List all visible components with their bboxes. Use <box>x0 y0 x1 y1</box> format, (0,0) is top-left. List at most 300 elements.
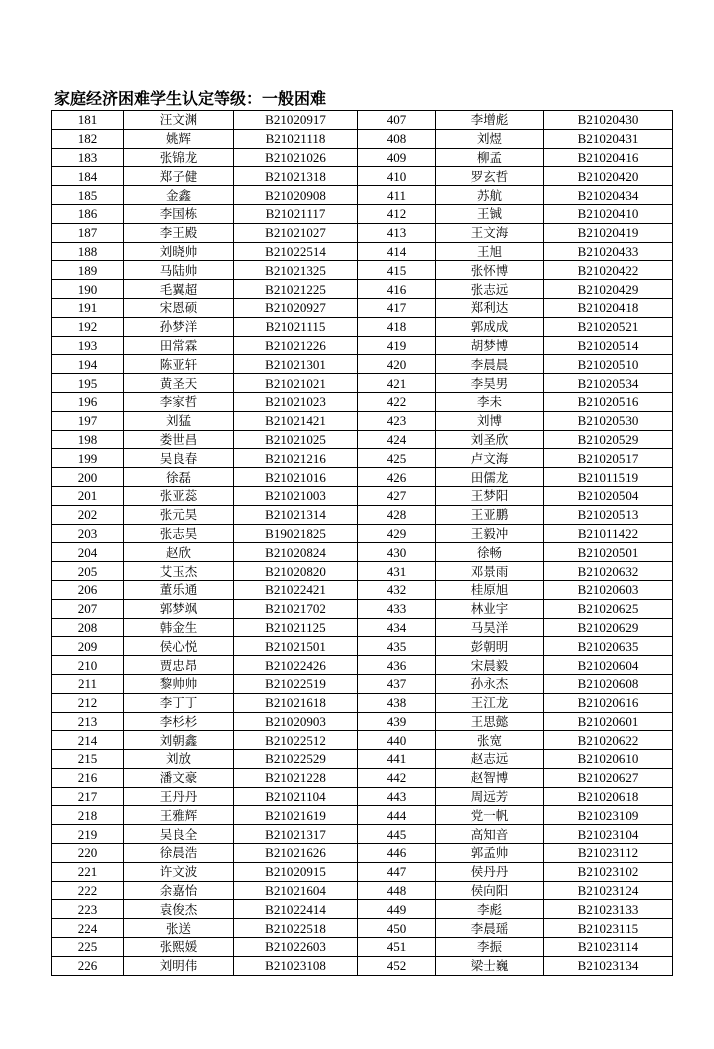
student-id-cell: B21020429 <box>544 280 673 299</box>
table-row <box>52 524 673 543</box>
student-name-cell: 张怀博 <box>436 261 544 280</box>
table-row <box>52 618 673 637</box>
row-number-cell: 210 <box>52 656 124 675</box>
row-number-cell: 202 <box>52 505 124 524</box>
student-id-cell: B21021125 <box>234 618 358 637</box>
student-id-cell: B21021318 <box>234 167 358 186</box>
row-number-cell: 427 <box>358 486 436 505</box>
student-name-cell: 王思懿 <box>436 712 544 731</box>
row-number-cell: 206 <box>52 580 124 599</box>
table-row <box>52 900 673 919</box>
row-number-cell: 432 <box>358 580 436 599</box>
student-name-cell: 吴良春 <box>124 449 234 468</box>
student-name-cell: 宋晨毅 <box>436 656 544 675</box>
row-number-cell: 192 <box>52 317 124 336</box>
student-id-cell: B21020603 <box>544 580 673 599</box>
student-name-cell: 刘放 <box>124 750 234 769</box>
student-id-cell: B21023134 <box>544 956 673 975</box>
student-id-cell: B21020908 <box>234 186 358 205</box>
student-name-cell: 马陆帅 <box>124 261 234 280</box>
student-id-cell: B21022519 <box>234 674 358 693</box>
student-id-cell: B21021317 <box>234 825 358 844</box>
student-id-cell: B21021104 <box>234 787 358 806</box>
student-name-cell: 赵欣 <box>124 543 234 562</box>
table-row <box>52 637 673 656</box>
student-name-cell: 李晨晨 <box>436 355 544 374</box>
student-id-cell: B21020521 <box>544 317 673 336</box>
row-number-cell: 188 <box>52 242 124 261</box>
student-name-cell: 赵智博 <box>436 768 544 787</box>
row-number-cell: 450 <box>358 919 436 938</box>
table-row <box>52 186 673 205</box>
student-name-cell: 李晨瑶 <box>436 919 544 938</box>
table-row <box>52 693 673 712</box>
table-row <box>52 167 673 186</box>
student-id-cell: B21023115 <box>544 919 673 938</box>
table-row <box>52 768 673 787</box>
student-name-cell: 许文波 <box>124 862 234 881</box>
row-number-cell: 213 <box>52 712 124 731</box>
table-row <box>52 449 673 468</box>
student-id-cell: B21020917 <box>234 111 358 130</box>
student-id-cell: B21020418 <box>544 298 673 317</box>
table-row <box>52 430 673 449</box>
student-id-cell: B21021023 <box>234 392 358 411</box>
row-number-cell: 217 <box>52 787 124 806</box>
table-row <box>52 656 673 675</box>
student-id-cell: B21020629 <box>544 618 673 637</box>
student-id-cell: B21020608 <box>544 674 673 693</box>
student-id-cell: B21021027 <box>234 223 358 242</box>
row-number-cell: 205 <box>52 562 124 581</box>
student-name-cell: 侯向阳 <box>436 881 544 900</box>
student-id-cell: B21021216 <box>234 449 358 468</box>
student-id-cell: B21020514 <box>544 336 673 355</box>
student-name-cell: 董乐通 <box>124 580 234 599</box>
student-id-cell: B21020915 <box>234 862 358 881</box>
row-number-cell: 437 <box>358 674 436 693</box>
student-name-cell: 刘晓帅 <box>124 242 234 261</box>
student-name-cell: 孙永杰 <box>436 674 544 693</box>
table-row <box>52 486 673 505</box>
row-number-cell: 421 <box>358 374 436 393</box>
page-title: 家庭经济困难学生认定等级：一般困难 <box>54 89 327 108</box>
student-id-cell: B21020513 <box>544 505 673 524</box>
student-id-cell: B21020534 <box>544 374 673 393</box>
student-id-cell: B19021825 <box>234 524 358 543</box>
student-name-cell: 艾玉杰 <box>124 562 234 581</box>
row-number-cell: 195 <box>52 374 124 393</box>
row-number-cell: 412 <box>358 204 436 223</box>
row-number-cell: 223 <box>52 900 124 919</box>
student-id-cell: B21021228 <box>234 768 358 787</box>
student-id-cell: B21021026 <box>234 148 358 167</box>
student-name-cell: 徐磊 <box>124 468 234 487</box>
student-id-cell: B21020510 <box>544 355 673 374</box>
row-number-cell: 440 <box>358 731 436 750</box>
student-name-cell: 张志远 <box>436 280 544 299</box>
student-name-cell: 刘博 <box>436 411 544 430</box>
student-name-cell: 王梦阳 <box>436 486 544 505</box>
table-row <box>52 317 673 336</box>
student-id-cell: B21022414 <box>234 900 358 919</box>
student-id-cell: B21023109 <box>544 806 673 825</box>
row-number-cell: 197 <box>52 411 124 430</box>
student-name-cell: 林业宇 <box>436 599 544 618</box>
student-id-cell: B21022518 <box>234 919 358 938</box>
student-id-cell: B21020422 <box>544 261 673 280</box>
row-number-cell: 430 <box>358 543 436 562</box>
student-name-cell: 李振 <box>436 938 544 957</box>
student-id-cell: B21020627 <box>544 768 673 787</box>
student-name-cell: 王丹丹 <box>124 787 234 806</box>
student-id-cell: B21020632 <box>544 562 673 581</box>
row-number-cell: 429 <box>358 524 436 543</box>
row-number-cell: 439 <box>358 712 436 731</box>
row-number-cell: 224 <box>52 919 124 938</box>
row-number-cell: 452 <box>358 956 436 975</box>
row-number-cell: 425 <box>358 449 436 468</box>
student-id-cell: B21022512 <box>234 731 358 750</box>
table-row <box>52 881 673 900</box>
table-row <box>52 223 673 242</box>
row-number-cell: 451 <box>358 938 436 957</box>
row-number-cell: 433 <box>358 599 436 618</box>
student-id-cell: B21022529 <box>234 750 358 769</box>
student-name-cell: 刘煜 <box>436 129 544 148</box>
student-id-cell: B21023114 <box>544 938 673 957</box>
student-name-cell: 金鑫 <box>124 186 234 205</box>
row-number-cell: 215 <box>52 750 124 769</box>
row-number-cell: 415 <box>358 261 436 280</box>
student-id-cell: B21021501 <box>234 637 358 656</box>
student-name-cell: 党一帆 <box>436 806 544 825</box>
student-name-cell: 吴良全 <box>124 825 234 844</box>
student-name-cell: 张元昊 <box>124 505 234 524</box>
table-row <box>52 562 673 581</box>
student-id-cell: B21023133 <box>544 900 673 919</box>
row-number-cell: 446 <box>358 844 436 863</box>
table-row <box>52 825 673 844</box>
row-number-cell: 221 <box>52 862 124 881</box>
student-id-cell: B21021325 <box>234 261 358 280</box>
table-row <box>52 731 673 750</box>
row-number-cell: 186 <box>52 204 124 223</box>
student-id-cell: B21021021 <box>234 374 358 393</box>
student-id-cell: B21021115 <box>234 317 358 336</box>
row-number-cell: 203 <box>52 524 124 543</box>
student-name-cell: 张熙媛 <box>124 938 234 957</box>
student-id-cell: B21021314 <box>234 505 358 524</box>
row-number-cell: 226 <box>52 956 124 975</box>
student-id-cell: B21021225 <box>234 280 358 299</box>
row-number-cell: 211 <box>52 674 124 693</box>
student-id-cell: B21020431 <box>544 129 673 148</box>
student-name-cell: 黎帅帅 <box>124 674 234 693</box>
student-name-cell: 陈亚轩 <box>124 355 234 374</box>
table-row <box>52 750 673 769</box>
row-number-cell: 194 <box>52 355 124 374</box>
row-number-cell: 208 <box>52 618 124 637</box>
student-id-cell: B21020618 <box>544 787 673 806</box>
student-id-cell: B21021604 <box>234 881 358 900</box>
student-id-cell: B21021618 <box>234 693 358 712</box>
student-name-cell: 李彪 <box>436 900 544 919</box>
row-number-cell: 220 <box>52 844 124 863</box>
row-number-cell: 218 <box>52 806 124 825</box>
student-name-cell: 赵志远 <box>436 750 544 769</box>
table-row <box>52 505 673 524</box>
student-name-cell: 李昊男 <box>436 374 544 393</box>
student-name-cell: 贾忠昂 <box>124 656 234 675</box>
student-name-cell: 高知音 <box>436 825 544 844</box>
student-name-cell: 罗玄哲 <box>436 167 544 186</box>
student-id-cell: B21020820 <box>234 562 358 581</box>
row-number-cell: 407 <box>358 111 436 130</box>
student-name-cell: 宋恩硕 <box>124 298 234 317</box>
student-id-cell: B21020529 <box>544 430 673 449</box>
student-name-cell: 张志昊 <box>124 524 234 543</box>
row-number-cell: 183 <box>52 148 124 167</box>
row-number-cell: 416 <box>358 280 436 299</box>
row-number-cell: 444 <box>358 806 436 825</box>
student-id-cell: B21020616 <box>544 693 673 712</box>
row-number-cell: 443 <box>358 787 436 806</box>
row-number-cell: 185 <box>52 186 124 205</box>
student-name-cell: 田儒龙 <box>436 468 544 487</box>
student-name-cell: 周远芳 <box>436 787 544 806</box>
row-number-cell: 199 <box>52 449 124 468</box>
student-id-cell: B21020625 <box>544 599 673 618</box>
student-name-cell: 黄圣天 <box>124 374 234 393</box>
student-id-cell: B21022426 <box>234 656 358 675</box>
row-number-cell: 411 <box>358 186 436 205</box>
student-name-cell: 张宽 <box>436 731 544 750</box>
student-name-cell: 张亚蕊 <box>124 486 234 505</box>
student-name-cell: 毛翼超 <box>124 280 234 299</box>
table-row <box>52 599 673 618</box>
row-number-cell: 424 <box>358 430 436 449</box>
student-id-cell: B21022421 <box>234 580 358 599</box>
row-number-cell: 198 <box>52 430 124 449</box>
row-number-cell: 187 <box>52 223 124 242</box>
row-number-cell: 410 <box>358 167 436 186</box>
student-name-cell: 王雅辉 <box>124 806 234 825</box>
row-number-cell: 413 <box>358 223 436 242</box>
student-name-cell: 韩金生 <box>124 618 234 637</box>
student-id-cell: B21022514 <box>234 242 358 261</box>
student-name-cell: 王文海 <box>436 223 544 242</box>
row-number-cell: 190 <box>52 280 124 299</box>
row-number-cell: 434 <box>358 618 436 637</box>
table-row <box>52 242 673 261</box>
student-id-cell: B21023112 <box>544 844 673 863</box>
table-row <box>52 411 673 430</box>
student-id-cell: B21011422 <box>544 524 673 543</box>
student-id-cell: B21020635 <box>544 637 673 656</box>
student-id-cell: B21021702 <box>234 599 358 618</box>
table-row <box>52 712 673 731</box>
student-id-cell: B21020824 <box>234 543 358 562</box>
row-number-cell: 447 <box>358 862 436 881</box>
row-number-cell: 438 <box>358 693 436 712</box>
table-row <box>52 956 673 975</box>
student-name-cell: 梁士巍 <box>436 956 544 975</box>
student-id-cell: B21020601 <box>544 712 673 731</box>
student-name-cell: 卢文海 <box>436 449 544 468</box>
student-name-cell: 苏航 <box>436 186 544 205</box>
student-name-cell: 刘朝鑫 <box>124 731 234 750</box>
student-name-cell: 王旭 <box>436 242 544 261</box>
row-number-cell: 216 <box>52 768 124 787</box>
student-id-cell: B21020504 <box>544 486 673 505</box>
table-row <box>52 280 673 299</box>
student-name-cell: 马昊洋 <box>436 618 544 637</box>
student-name-cell: 汪文渊 <box>124 111 234 130</box>
student-name-cell: 姚辉 <box>124 129 234 148</box>
table-row <box>52 204 673 223</box>
table-row <box>52 468 673 487</box>
student-name-cell: 刘圣欣 <box>436 430 544 449</box>
table-row <box>52 336 673 355</box>
student-name-cell: 李增彪 <box>436 111 544 130</box>
student-id-cell: B21020416 <box>544 148 673 167</box>
student-id-cell: B21022603 <box>234 938 358 957</box>
table-row <box>52 862 673 881</box>
table-row <box>52 938 673 957</box>
student-name-cell: 郑利达 <box>436 298 544 317</box>
student-name-cell: 郭孟帅 <box>436 844 544 863</box>
row-number-cell: 445 <box>358 825 436 844</box>
student-id-cell: B21021626 <box>234 844 358 863</box>
row-number-cell: 418 <box>358 317 436 336</box>
row-number-cell: 181 <box>52 111 124 130</box>
student-name-cell: 李国栋 <box>124 204 234 223</box>
student-id-cell: B21021619 <box>234 806 358 825</box>
student-name-cell: 余嘉怡 <box>124 881 234 900</box>
student-name-cell: 王毅冲 <box>436 524 544 543</box>
row-number-cell: 193 <box>52 336 124 355</box>
student-name-cell: 李未 <box>436 392 544 411</box>
student-id-cell: B21020433 <box>544 242 673 261</box>
student-name-cell: 刘猛 <box>124 411 234 430</box>
student-id-cell: B21023104 <box>544 825 673 844</box>
table-row <box>52 580 673 599</box>
table-row <box>52 355 673 374</box>
student-id-cell: B21023108 <box>234 956 358 975</box>
row-number-cell: 442 <box>358 768 436 787</box>
table-row <box>52 787 673 806</box>
row-number-cell: 426 <box>358 468 436 487</box>
student-id-cell: B21021117 <box>234 204 358 223</box>
student-name-cell: 张送 <box>124 919 234 938</box>
student-name-cell: 侯丹丹 <box>436 862 544 881</box>
student-name-cell: 王亚鹏 <box>436 505 544 524</box>
row-number-cell: 448 <box>358 881 436 900</box>
student-name-cell: 李王殿 <box>124 223 234 242</box>
row-number-cell: 189 <box>52 261 124 280</box>
student-id-cell: B21020517 <box>544 449 673 468</box>
student-name-cell: 桂原旭 <box>436 580 544 599</box>
row-number-cell: 207 <box>52 599 124 618</box>
row-number-cell: 436 <box>358 656 436 675</box>
student-name-cell: 刘明伟 <box>124 956 234 975</box>
student-name-cell: 徐畅 <box>436 543 544 562</box>
row-number-cell: 435 <box>358 637 436 656</box>
table-row <box>52 129 673 148</box>
student-id-cell: B21020419 <box>544 223 673 242</box>
row-number-cell: 428 <box>358 505 436 524</box>
student-id-cell: B21020430 <box>544 111 673 130</box>
table-row <box>52 298 673 317</box>
student-id-cell: B21020610 <box>544 750 673 769</box>
row-number-cell: 204 <box>52 543 124 562</box>
table-row <box>52 543 673 562</box>
table-row <box>52 919 673 938</box>
student-name-cell: 王江龙 <box>436 693 544 712</box>
student-id-cell: B21023102 <box>544 862 673 881</box>
table-row <box>52 261 673 280</box>
student-name-cell: 袁俊杰 <box>124 900 234 919</box>
student-name-cell: 王铖 <box>436 204 544 223</box>
table-row <box>52 844 673 863</box>
student-id-cell: B21021226 <box>234 336 358 355</box>
student-id-cell: B21020420 <box>544 167 673 186</box>
student-id-cell: B21021025 <box>234 430 358 449</box>
student-name-cell: 张锦龙 <box>124 148 234 167</box>
student-id-cell: B21021003 <box>234 486 358 505</box>
student-name-cell: 田常霖 <box>124 336 234 355</box>
student-id-cell: B21020927 <box>234 298 358 317</box>
row-number-cell: 222 <box>52 881 124 900</box>
student-id-cell: B21011519 <box>544 468 673 487</box>
row-number-cell: 417 <box>358 298 436 317</box>
row-number-cell: 422 <box>358 392 436 411</box>
student-id-cell: B21020604 <box>544 656 673 675</box>
row-number-cell: 420 <box>358 355 436 374</box>
student-id-cell: B21020530 <box>544 411 673 430</box>
student-id-cell: B21020501 <box>544 543 673 562</box>
table-row <box>52 674 673 693</box>
student-id-cell: B21023124 <box>544 881 673 900</box>
row-number-cell: 201 <box>52 486 124 505</box>
row-number-cell: 182 <box>52 129 124 148</box>
student-name-cell: 李家哲 <box>124 392 234 411</box>
table-row <box>52 148 673 167</box>
student-name-cell: 娄世昌 <box>124 430 234 449</box>
row-number-cell: 196 <box>52 392 124 411</box>
row-number-cell: 409 <box>358 148 436 167</box>
table-row <box>52 392 673 411</box>
student-id-cell: B21021301 <box>234 355 358 374</box>
row-number-cell: 408 <box>358 129 436 148</box>
table-row <box>52 374 673 393</box>
student-name-cell: 孙梦洋 <box>124 317 234 336</box>
table-body <box>52 111 673 976</box>
student-name-cell: 郭梦飒 <box>124 599 234 618</box>
row-number-cell: 423 <box>358 411 436 430</box>
student-id-cell: B21020622 <box>544 731 673 750</box>
row-number-cell: 419 <box>358 336 436 355</box>
student-name-cell: 潘文豪 <box>124 768 234 787</box>
row-number-cell: 431 <box>358 562 436 581</box>
student-name-cell: 李杉杉 <box>124 712 234 731</box>
student-id-cell: B21020516 <box>544 392 673 411</box>
student-table <box>51 110 673 976</box>
row-number-cell: 200 <box>52 468 124 487</box>
row-number-cell: 225 <box>52 938 124 957</box>
student-name-cell: 郭成成 <box>436 317 544 336</box>
